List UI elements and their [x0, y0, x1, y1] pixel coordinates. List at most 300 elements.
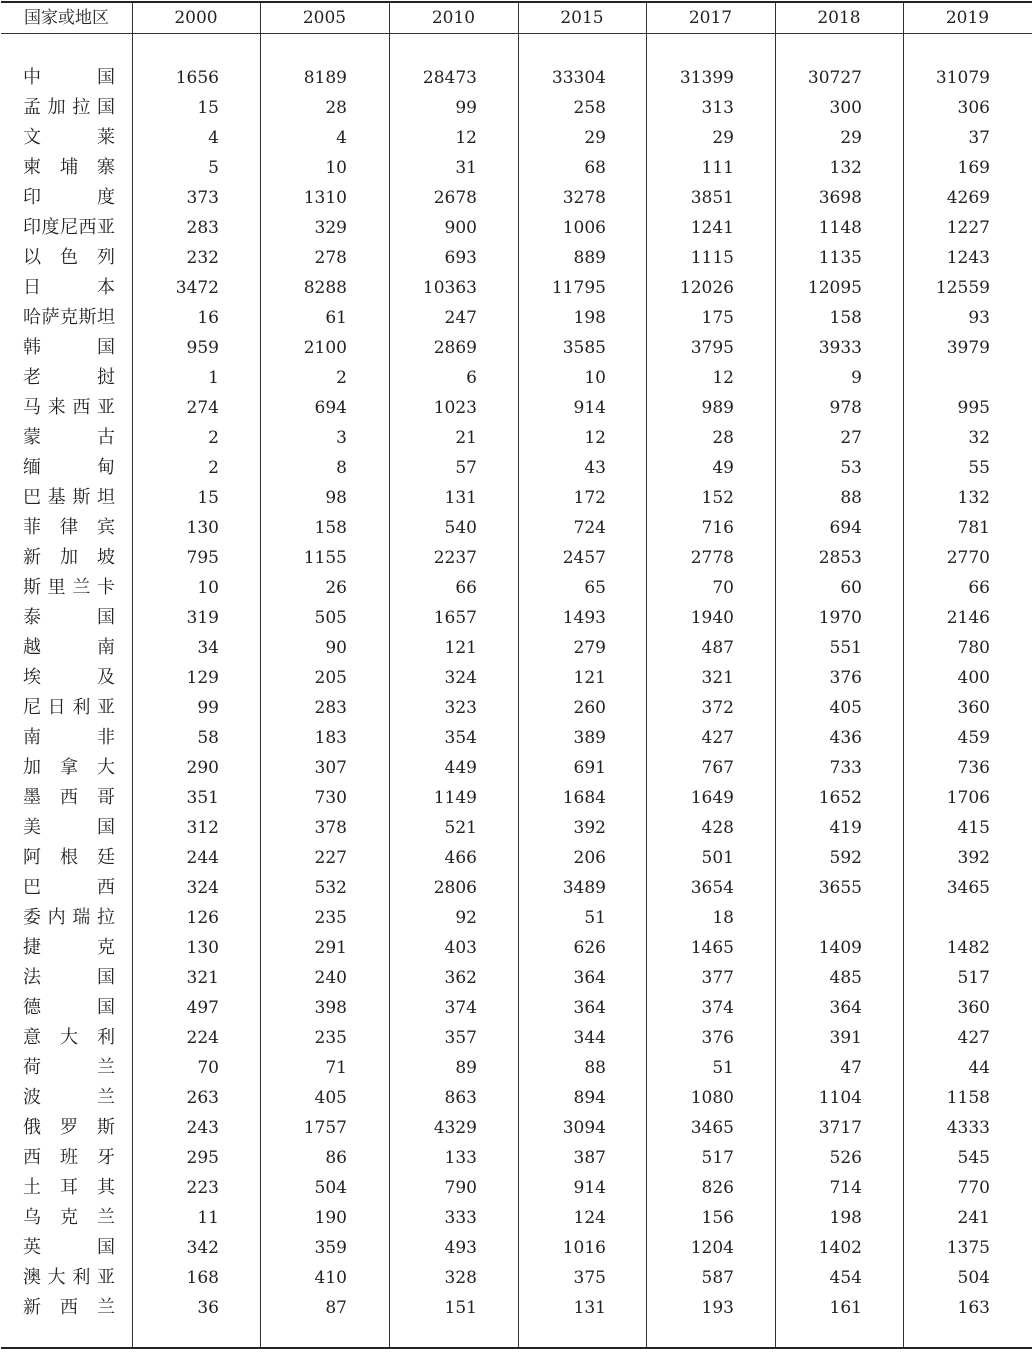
header-year: 2015 [560, 8, 604, 28]
value-cell: 376 [829, 668, 862, 688]
value-cell: 3472 [175, 278, 219, 298]
value-cell: 374 [701, 998, 734, 1018]
value-cell: 328 [444, 1268, 477, 1288]
value-cell: 235 [314, 908, 347, 928]
value-cell: 2 [208, 458, 219, 478]
value-cell: 691 [573, 758, 606, 778]
value-cell: 333 [444, 1208, 477, 1228]
value-cell: 376 [701, 1028, 734, 1048]
value-cell: 504 [957, 1268, 990, 1288]
country-name: 阿根廷 [23, 847, 115, 868]
value-cell: 375 [573, 1268, 606, 1288]
value-cell: 68 [584, 158, 606, 178]
country-name: 泰国 [23, 607, 115, 628]
value-cell: 12 [455, 128, 477, 148]
value-cell: 3933 [818, 338, 862, 358]
value-cell: 693 [444, 248, 477, 268]
value-cell: 132 [957, 488, 990, 508]
value-cell: 31 [455, 158, 477, 178]
value-cell: 1155 [303, 548, 347, 568]
value-cell: 392 [957, 848, 990, 868]
country-name: 新西兰 [23, 1297, 115, 1318]
country-name: 捷克 [23, 937, 115, 958]
value-cell: 526 [829, 1148, 862, 1168]
value-cell: 2457 [562, 548, 606, 568]
value-cell: 889 [573, 248, 606, 268]
country-name: 美国 [23, 817, 115, 838]
value-cell: 485 [829, 968, 862, 988]
value-cell: 223 [186, 1178, 219, 1198]
value-cell: 354 [444, 728, 477, 748]
value-cell: 2 [208, 428, 219, 448]
value-cell: 18 [712, 908, 734, 928]
value-cell: 995 [957, 398, 990, 418]
value-cell: 1023 [433, 398, 477, 418]
value-cell: 111 [701, 158, 734, 178]
value-cell: 11795 [551, 278, 606, 298]
value-cell: 415 [957, 818, 990, 838]
value-cell: 240 [314, 968, 347, 988]
value-cell: 12 [584, 428, 606, 448]
value-cell: 29 [584, 128, 606, 148]
value-cell: 781 [957, 518, 990, 538]
value-cell: 405 [829, 698, 862, 718]
value-cell: 3851 [690, 188, 734, 208]
value-cell: 291 [314, 938, 347, 958]
value-cell: 1970 [818, 608, 862, 628]
value-cell: 4269 [946, 188, 990, 208]
country-name: 尼日利亚 [23, 697, 115, 718]
value-cell: 263 [186, 1088, 219, 1108]
value-cell: 86 [325, 1148, 347, 1168]
country-name: 日本 [23, 277, 115, 298]
value-cell: 487 [701, 638, 734, 658]
value-cell: 34 [197, 638, 219, 658]
value-cell: 205 [314, 668, 347, 688]
value-cell: 2853 [818, 548, 862, 568]
value-cell: 152 [701, 488, 734, 508]
country-name: 俄罗斯 [23, 1117, 115, 1138]
value-cell: 427 [701, 728, 734, 748]
value-cell: 694 [829, 518, 862, 538]
value-cell: 3278 [562, 188, 606, 208]
value-cell: 364 [573, 968, 606, 988]
value-cell: 362 [444, 968, 477, 988]
value-cell: 175 [701, 308, 734, 328]
value-cell: 66 [455, 578, 477, 598]
value-cell: 70 [712, 578, 734, 598]
country-name: 英国 [23, 1237, 115, 1258]
value-cell: 714 [829, 1178, 862, 1198]
value-cell: 342 [186, 1238, 219, 1258]
value-cell: 131 [444, 488, 477, 508]
value-cell: 10 [325, 158, 347, 178]
country-name: 土耳其 [23, 1177, 115, 1198]
value-cell: 130 [186, 518, 219, 538]
country-name: 巴西 [23, 877, 115, 898]
value-cell: 133 [444, 1148, 477, 1168]
value-cell: 151 [444, 1298, 477, 1318]
value-cell: 27 [840, 428, 862, 448]
country-name: 南非 [23, 727, 115, 748]
value-cell: 12095 [807, 278, 862, 298]
value-cell: 4 [336, 128, 347, 148]
value-cell: 16 [197, 308, 219, 328]
value-cell: 88 [840, 488, 862, 508]
value-cell: 32 [968, 428, 990, 448]
value-cell: 914 [573, 398, 606, 418]
value-cell: 158 [829, 308, 862, 328]
value-cell: 15 [197, 98, 219, 118]
value-cell: 126 [186, 908, 219, 928]
value-cell: 1241 [690, 218, 734, 238]
value-cell: 161 [829, 1298, 862, 1318]
header-year: 2018 [817, 8, 861, 28]
value-cell: 3655 [818, 878, 862, 898]
value-cell: 730 [314, 788, 347, 808]
value-cell: 551 [829, 638, 862, 658]
value-cell: 1310 [303, 188, 347, 208]
value-cell: 449 [444, 758, 477, 778]
value-cell: 156 [701, 1208, 734, 1228]
value-cell: 427 [957, 1028, 990, 1048]
value-cell: 372 [701, 698, 734, 718]
header-year: 2017 [688, 8, 733, 28]
value-cell: 454 [829, 1268, 862, 1288]
value-cell: 312 [186, 818, 219, 838]
value-cell: 1465 [690, 938, 734, 958]
value-cell: 278 [314, 248, 347, 268]
value-cell: 329 [314, 218, 347, 238]
value-cell: 198 [829, 1208, 862, 1228]
value-cell: 121 [444, 638, 477, 658]
value-cell: 169 [957, 158, 990, 178]
value-cell: 1649 [690, 788, 734, 808]
value-cell: 12 [712, 368, 734, 388]
value-cell: 30727 [807, 68, 862, 88]
header-country: 国家或地区 [24, 8, 109, 28]
value-cell: 3465 [946, 878, 990, 898]
value-cell: 410 [314, 1268, 347, 1288]
value-cell: 1940 [690, 608, 734, 628]
value-cell: 405 [314, 1088, 347, 1108]
value-cell: 227 [314, 848, 347, 868]
value-cell: 224 [186, 1028, 219, 1048]
header-year: 2019 [945, 8, 990, 28]
country-name: 澳大利亚 [23, 1267, 115, 1288]
value-cell: 724 [573, 518, 606, 538]
header-year: 2000 [174, 8, 218, 28]
value-cell: 3654 [690, 878, 734, 898]
value-cell: 70 [197, 1058, 219, 1078]
value-cell: 716 [701, 518, 734, 538]
value-cell: 364 [573, 998, 606, 1018]
value-cell: 959 [186, 338, 219, 358]
country-name: 巴基斯坦 [23, 487, 115, 508]
value-cell: 3585 [562, 338, 606, 358]
value-cell: 989 [701, 398, 734, 418]
value-cell: 1080 [690, 1088, 734, 1108]
value-cell: 1016 [562, 1238, 606, 1258]
value-cell: 4329 [433, 1118, 477, 1138]
value-cell: 3795 [690, 338, 734, 358]
country-name: 以色列 [23, 247, 115, 268]
country-name: 越南 [23, 637, 115, 658]
value-cell: 1158 [946, 1088, 990, 1108]
country-name: 意大利 [23, 1027, 115, 1048]
value-cell: 9 [851, 368, 862, 388]
value-cell: 158 [314, 518, 347, 538]
value-cell: 323 [444, 698, 477, 718]
value-cell: 88 [584, 1058, 606, 1078]
value-cell: 10 [197, 578, 219, 598]
country-name: 印度尼西亚 [23, 217, 115, 238]
value-cell: 501 [701, 848, 734, 868]
country-name: 哈萨克斯坦 [23, 307, 115, 328]
value-cell: 28 [325, 98, 347, 118]
country-name: 法国 [23, 967, 115, 988]
value-cell: 357 [444, 1028, 477, 1048]
value-cell: 260 [573, 698, 606, 718]
value-cell: 1204 [690, 1238, 734, 1258]
value-cell: 377 [701, 968, 734, 988]
value-cell: 99 [455, 98, 477, 118]
value-cell: 466 [444, 848, 477, 868]
value-cell: 31079 [935, 68, 990, 88]
country-name: 老挝 [23, 367, 115, 388]
value-cell: 290 [186, 758, 219, 778]
value-cell: 1 [208, 368, 219, 388]
value-cell: 324 [186, 878, 219, 898]
value-cell: 43 [584, 458, 606, 478]
value-cell: 1706 [946, 788, 990, 808]
value-cell: 295 [186, 1148, 219, 1168]
value-cell: 1657 [433, 608, 477, 628]
value-cell: 58 [197, 728, 219, 748]
value-cell: 283 [314, 698, 347, 718]
value-cell: 900 [444, 218, 477, 238]
country-name: 中国 [23, 67, 115, 88]
value-cell: 3465 [690, 1118, 734, 1138]
value-cell: 391 [829, 1028, 862, 1048]
value-cell: 307 [314, 758, 347, 778]
value-cell: 770 [957, 1178, 990, 1198]
country-name: 新加坡 [23, 547, 115, 568]
value-cell: 51 [712, 1058, 734, 1078]
value-cell: 3489 [562, 878, 606, 898]
value-cell: 733 [829, 758, 862, 778]
value-cell: 283 [186, 218, 219, 238]
value-cell: 12026 [679, 278, 734, 298]
value-cell: 130 [186, 938, 219, 958]
value-cell: 15 [197, 488, 219, 508]
value-cell: 2778 [690, 548, 734, 568]
value-cell: 517 [701, 1148, 734, 1168]
value-cell: 736 [957, 758, 990, 778]
value-cell: 321 [186, 968, 219, 988]
value-cell: 2806 [433, 878, 477, 898]
value-cell: 31399 [679, 68, 734, 88]
value-cell: 360 [957, 698, 990, 718]
value-cell: 313 [701, 98, 734, 118]
value-cell: 790 [444, 1178, 477, 1198]
value-cell: 324 [444, 668, 477, 688]
country-name: 埃及 [23, 667, 115, 688]
value-cell: 521 [444, 818, 477, 838]
value-cell: 21 [455, 428, 477, 448]
value-cell: 1006 [562, 218, 606, 238]
data-table [1, 1, 1032, 1349]
value-cell: 1148 [818, 218, 862, 238]
value-cell: 532 [314, 878, 347, 898]
value-cell: 2100 [303, 338, 347, 358]
value-cell: 37 [968, 128, 990, 148]
value-cell: 8288 [303, 278, 347, 298]
value-cell: 403 [444, 938, 477, 958]
value-cell: 65 [584, 578, 606, 598]
value-cell: 60 [840, 578, 862, 598]
value-cell: 387 [573, 1148, 606, 1168]
value-cell: 1227 [946, 218, 990, 238]
value-cell: 360 [957, 998, 990, 1018]
value-cell: 5 [208, 158, 219, 178]
value-cell: 1482 [946, 938, 990, 958]
value-cell: 1652 [818, 788, 862, 808]
value-cell: 244 [186, 848, 219, 868]
value-cell: 344 [573, 1028, 606, 1048]
value-cell: 44 [968, 1058, 990, 1078]
value-cell: 129 [186, 668, 219, 688]
value-cell: 99 [197, 698, 219, 718]
value-cell: 71 [325, 1058, 347, 1078]
value-cell: 364 [829, 998, 862, 1018]
value-cell: 26 [325, 578, 347, 598]
value-cell: 1375 [946, 1238, 990, 1258]
country-name: 韩国 [23, 337, 115, 358]
value-cell: 121 [573, 668, 606, 688]
value-cell [752, 903, 862, 933]
value-cell: 28 [712, 428, 734, 448]
value-cell: 894 [573, 1088, 606, 1108]
header-year: 2005 [302, 8, 347, 28]
country-name: 西班牙 [23, 1147, 115, 1168]
value-cell: 826 [701, 1178, 734, 1198]
value-cell: 90 [325, 638, 347, 658]
value-cell: 8189 [303, 68, 347, 88]
header-year: 2010 [431, 8, 476, 28]
value-cell: 274 [186, 398, 219, 418]
value-cell: 36 [197, 1298, 219, 1318]
value-cell: 359 [314, 1238, 347, 1258]
value-cell: 124 [573, 1208, 606, 1228]
value-cell: 767 [701, 758, 734, 778]
country-name: 加拿大 [23, 757, 115, 778]
value-cell: 168 [186, 1268, 219, 1288]
value-cell: 1402 [818, 1238, 862, 1258]
value-cell: 374 [444, 998, 477, 1018]
value-cell: 190 [314, 1208, 347, 1228]
value-cell: 4333 [946, 1118, 990, 1138]
value-cell: 193 [701, 1298, 734, 1318]
value-cell: 493 [444, 1238, 477, 1258]
country-name: 乌克兰 [23, 1207, 115, 1228]
value-cell: 1493 [562, 608, 606, 628]
value-cell: 258 [573, 98, 606, 118]
value-cell: 2678 [433, 188, 477, 208]
value-cell [880, 363, 990, 393]
value-cell: 198 [573, 308, 606, 328]
value-cell: 10 [584, 368, 606, 388]
value-cell: 459 [957, 728, 990, 748]
value-cell: 2 [336, 368, 347, 388]
value-cell: 163 [957, 1298, 990, 1318]
value-cell: 1115 [690, 248, 734, 268]
value-cell: 2869 [433, 338, 477, 358]
value-cell: 98 [325, 488, 347, 508]
value-cell: 28473 [422, 68, 477, 88]
value-cell: 131 [573, 1298, 606, 1318]
value-cell: 235 [314, 1028, 347, 1048]
value-cell: 172 [573, 488, 606, 508]
country-name: 波兰 [23, 1087, 115, 1108]
value-cell: 378 [314, 818, 347, 838]
value-cell: 93 [968, 308, 990, 328]
value-cell: 3094 [562, 1118, 606, 1138]
value-cell: 12559 [935, 278, 990, 298]
value-cell: 2237 [433, 548, 477, 568]
value-cell: 3 [336, 428, 347, 448]
value-cell: 92 [455, 908, 477, 928]
value-cell: 1149 [433, 788, 477, 808]
value-cell: 4 [208, 128, 219, 148]
country-name: 墨西哥 [23, 787, 115, 808]
value-cell: 247 [444, 308, 477, 328]
value-cell: 89 [455, 1058, 477, 1078]
country-name: 文莱 [23, 127, 115, 148]
country-name: 缅甸 [23, 457, 115, 478]
value-cell: 497 [186, 998, 219, 1018]
value-cell: 1409 [818, 938, 862, 958]
value-cell: 87 [325, 1298, 347, 1318]
value-cell: 29 [840, 128, 862, 148]
value-cell: 436 [829, 728, 862, 748]
value-cell: 978 [829, 398, 862, 418]
value-cell: 232 [186, 248, 219, 268]
value-cell: 49 [712, 458, 734, 478]
value-cell: 587 [701, 1268, 734, 1288]
value-cell: 47 [840, 1058, 862, 1078]
value-cell: 419 [829, 818, 862, 838]
value-cell: 389 [573, 728, 606, 748]
country-name: 委内瑞拉 [23, 907, 115, 928]
value-cell: 540 [444, 518, 477, 538]
value-cell: 2770 [946, 548, 990, 568]
header-rule [1, 33, 1032, 34]
value-cell: 300 [829, 98, 862, 118]
country-name: 斯里兰卡 [23, 577, 115, 598]
country-name: 孟加拉国 [23, 97, 115, 118]
value-cell: 51 [584, 908, 606, 928]
value-cell: 428 [701, 818, 734, 838]
value-cell: 1135 [818, 248, 862, 268]
value-cell: 321 [701, 668, 734, 688]
value-cell [880, 903, 990, 933]
value-cell: 132 [829, 158, 862, 178]
value-cell: 1656 [175, 68, 219, 88]
value-cell: 57 [455, 458, 477, 478]
value-cell: 55 [968, 458, 990, 478]
country-name: 菲律宾 [23, 517, 115, 538]
